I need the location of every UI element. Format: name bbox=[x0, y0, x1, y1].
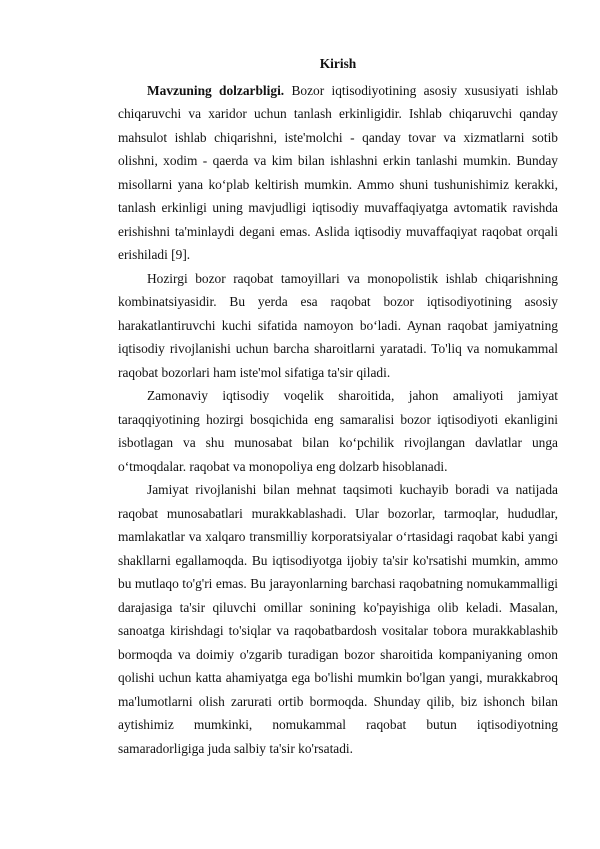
paragraph-1 bbox=[118, 79, 558, 267]
paragraph-text: Bozor iqtisodiyotining asosiy xususiyati ishlab chiqaruvchi va xaridor uchun tanlash erkinligidir. Ishlab chiqaruvchi qanday mahsulot ishlab chiqarishni, iste'molchi - qanday tovar va xizmatlarni sotib olishni, xodim - qaerda va kim bilan ishlashni erkin tanlashi mumkin. Bunday misollarni yana ko‘plab keltirish mumkin. Ammo shuni tushunishimiz kerakki, tanlash erkinligi uning mavjudligi iqtisodiy muvaffaqiyatga avtomatik ravishda erishishni ta'minlaydi degani emas. Aslida iqtisodiy muvaffaqiyat raqobat orqali erishiladi [9]. bbox=[118, 82, 558, 262]
paragraph-text: Hozirgi bozor raqobat tamoyillari va monopolistik ishlab chiqarishning kombinatsiyasidir. Bu yerda esa raqobat bozor iqtisodiyotining asosiy harakatlantiruvchi kuchi sifatida namoyon bo‘ladi. Aynan raqobat jamiyatning iqtisodiy rivojlanishi uchun barcha sharoitlarni yaratadi. To'liq va nomukammal raqobat bozorlari ham iste'mol sifatiga ta'sir qiladi. bbox=[118, 270, 558, 380]
document-title: Kirish bbox=[319, 56, 357, 71]
paragraph-text: Zamonaviy iqtisodiy voqelik sharoitida, jahon amaliyoti jamiyat taraqqiyotining hozirgi bosqichida eng samaralisi bozor iqtisodiyoti ekanligini isbotlagan va shu munosabat bilan ko‘pchilik rivojlangan davlatlar unga o‘tmoqdalar. raqobat va monopoliya eng dolzarb hisoblanadi. bbox=[118, 388, 558, 474]
paragraph-text: Jamiyat rivojlanishi bilan mehnat taqsimoti kuchayib boradi va natijada raqobat munosabatlari murakkablashadi. Ular bozorlar, tarmoqlar, hududlar, mamlakatlar va xalqaro transmilliy korporatsiyalar o‘rtasidagi raqobat kabi yangi shakllarni egallamoqda. Bu iqtisodiyotga ijobiy ta'sir ko'rsatishi mumkin, ammo bu mutlaqo to'g'ri emas. Bu jarayonlarning barchasi raqobatning nomukammalligi darajasiga ta'sir qiluvchi omillar sonining ko'payishiga olib keladi. Masalan, sanoatga kirishdagi to'siqlar va raqobatbardosh vositalar tobora murakkablashib bormoqda va doimiy o'zgarib turadigan bozor sharoitida kompaniyaning omon qolishi uchun katta ahamiyatga ega bo'lishi mumkin bo'lgan yangi, murakkabroq ma'lumotlarni olish zarurati ortib bormoqda. Shunday qilib, biz ishonch bilan aytishimiz mumkinki, nomukammal raqobat butun iqtisodiyotning samaradorligiga juda salbiy ta'sir ko'rsatadi. bbox=[118, 482, 558, 756]
document-page bbox=[118, 52, 558, 760]
paragraph-2 bbox=[118, 267, 558, 385]
paragraph-3 bbox=[118, 384, 558, 478]
paragraph-lead: Mavzuning dolzarbligi. bbox=[147, 82, 285, 98]
paragraph-4 bbox=[118, 478, 558, 760]
